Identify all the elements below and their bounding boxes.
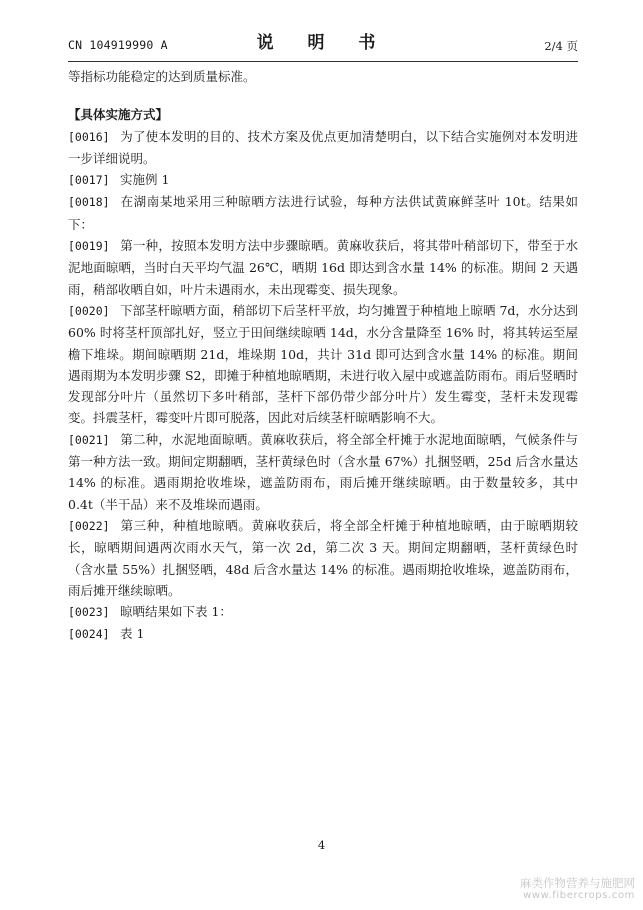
paragraph-text: 第一种，按照本发明方法中步骤晾晒。黄麻收获后，将其带叶稍部切下，带至于水泥地面晾晒，当时白天平均气温 26℃，晒期 16d 即达到含水量 14% 的标准。期间 2 天遇雨，稍部收晒自如，叶片未遇雨水，未出现霉变、损失现象。 xyxy=(68,238,578,297)
paragraph xyxy=(68,191,578,235)
paragraph-text: 表 1 xyxy=(120,626,145,642)
page-indicator: 2/4 页 xyxy=(544,39,578,53)
paragraph-number: [0017] xyxy=(68,173,110,188)
paragraph xyxy=(68,601,578,623)
paragraph-number: [0021] xyxy=(68,432,110,447)
paragraph-text: 为了使本发明的目的、技术方案及优点更加清楚明白，以下结合实施例对本发明进一步详细说明。 xyxy=(68,128,578,166)
paragraph xyxy=(68,126,578,170)
paragraph-text: 在湖南某地采用三种晾晒方法进行试验，每种方法供试黄麻鲜茎叶 10t。结果如下： xyxy=(68,194,578,232)
paragraph xyxy=(68,169,578,191)
intro-line: 等指标功能稳定的达到质量标准。 xyxy=(68,69,256,84)
publication-number: CN 104919990 A xyxy=(68,38,168,52)
paragraph xyxy=(68,429,578,515)
paragraph xyxy=(68,515,578,601)
page-number: 4 xyxy=(317,838,326,852)
paragraph xyxy=(68,300,578,429)
paragraph-number: [0020] xyxy=(68,303,110,318)
paragraph-number: [0022] xyxy=(68,518,110,533)
paragraph-text: 第二种，水泥地面晾晒。黄麻收获后，将全部全杆摊于水泥地面晾晒，气候条件与第一种方法一致。期间定期翻晒，茎杆黄绿色时（含水量 67%）扎捆竖晒，25d 后含水量达 14% 的标准。遇雨期抢收堆垛，遮盖防雨布，雨后摊开继续晾晒。由于数量较多，其中 0.4t（半干品）来不及堆垛而遇雨。 xyxy=(68,431,578,512)
paragraph-list xyxy=(68,126,578,646)
paragraph-number: [0018] xyxy=(68,195,110,210)
paragraph-text: 实施例 1 xyxy=(120,172,170,188)
page-header xyxy=(68,26,578,66)
paragraph-text: 第三种，种植地晾晒。黄麻收获后，将全部全杆摊于种植地晾晒，由于晾晒期较长，晾晒期间遇两次雨水天气，第一次 2d，第二次 3 天。期间定期翻晒，茎杆黄绿色时（含水量 55%）扎捆竖晒，48d 后含水量达 14% 的标准。遇雨期抢收堆垛，遮盖防雨布，雨后摊开继续晾晒。 xyxy=(68,517,578,598)
paragraph-number: [0024] xyxy=(68,627,110,642)
watermark-site-name: 麻类作物营养与施肥网 xyxy=(520,876,635,890)
paragraph-number: [0019] xyxy=(68,239,110,254)
paragraph xyxy=(68,623,578,645)
section-title: 【具体实施方式】 xyxy=(68,107,169,123)
paragraph-number: [0016] xyxy=(68,129,110,144)
paragraph-number: [0023] xyxy=(68,605,110,620)
paragraph-text: 下部茎杆晾晒方面，稍部切下后茎杆平放，均匀摊置于种植地上晾晒 7d，水分达到 60% 时将茎杆顶部扎好，竖立于田间继续晾晒 14d，水分含量降至 16% 时，将其转运至屋檐下堆垛。期间晾晒期 21d，堆垛期 10d，共计 31d 即可达到含水量 14% 的标准。期间遇雨期为本发明步骤 S2，即摊于种植地晾晒期，未进行收入屋中或遮盖防雨布。雨后竖晒时发现部分叶片（虽然切下多叶稍部，茎杆下部仍带少部分叶片）发生霉变，茎杆未发现霉变。抖震茎杆，霉变叶片即可脱落，因此对后续茎杆晾晒影响不大。 xyxy=(68,302,578,426)
document-title: 说 明 书 xyxy=(256,33,390,53)
document-body xyxy=(68,66,578,646)
watermark-url: www.fibercrops.com xyxy=(523,890,635,901)
header-rule xyxy=(68,61,578,62)
paragraph xyxy=(68,235,578,300)
paragraph-text: 晾晒结果如下表 1： xyxy=(120,604,232,620)
watermark xyxy=(520,876,635,902)
